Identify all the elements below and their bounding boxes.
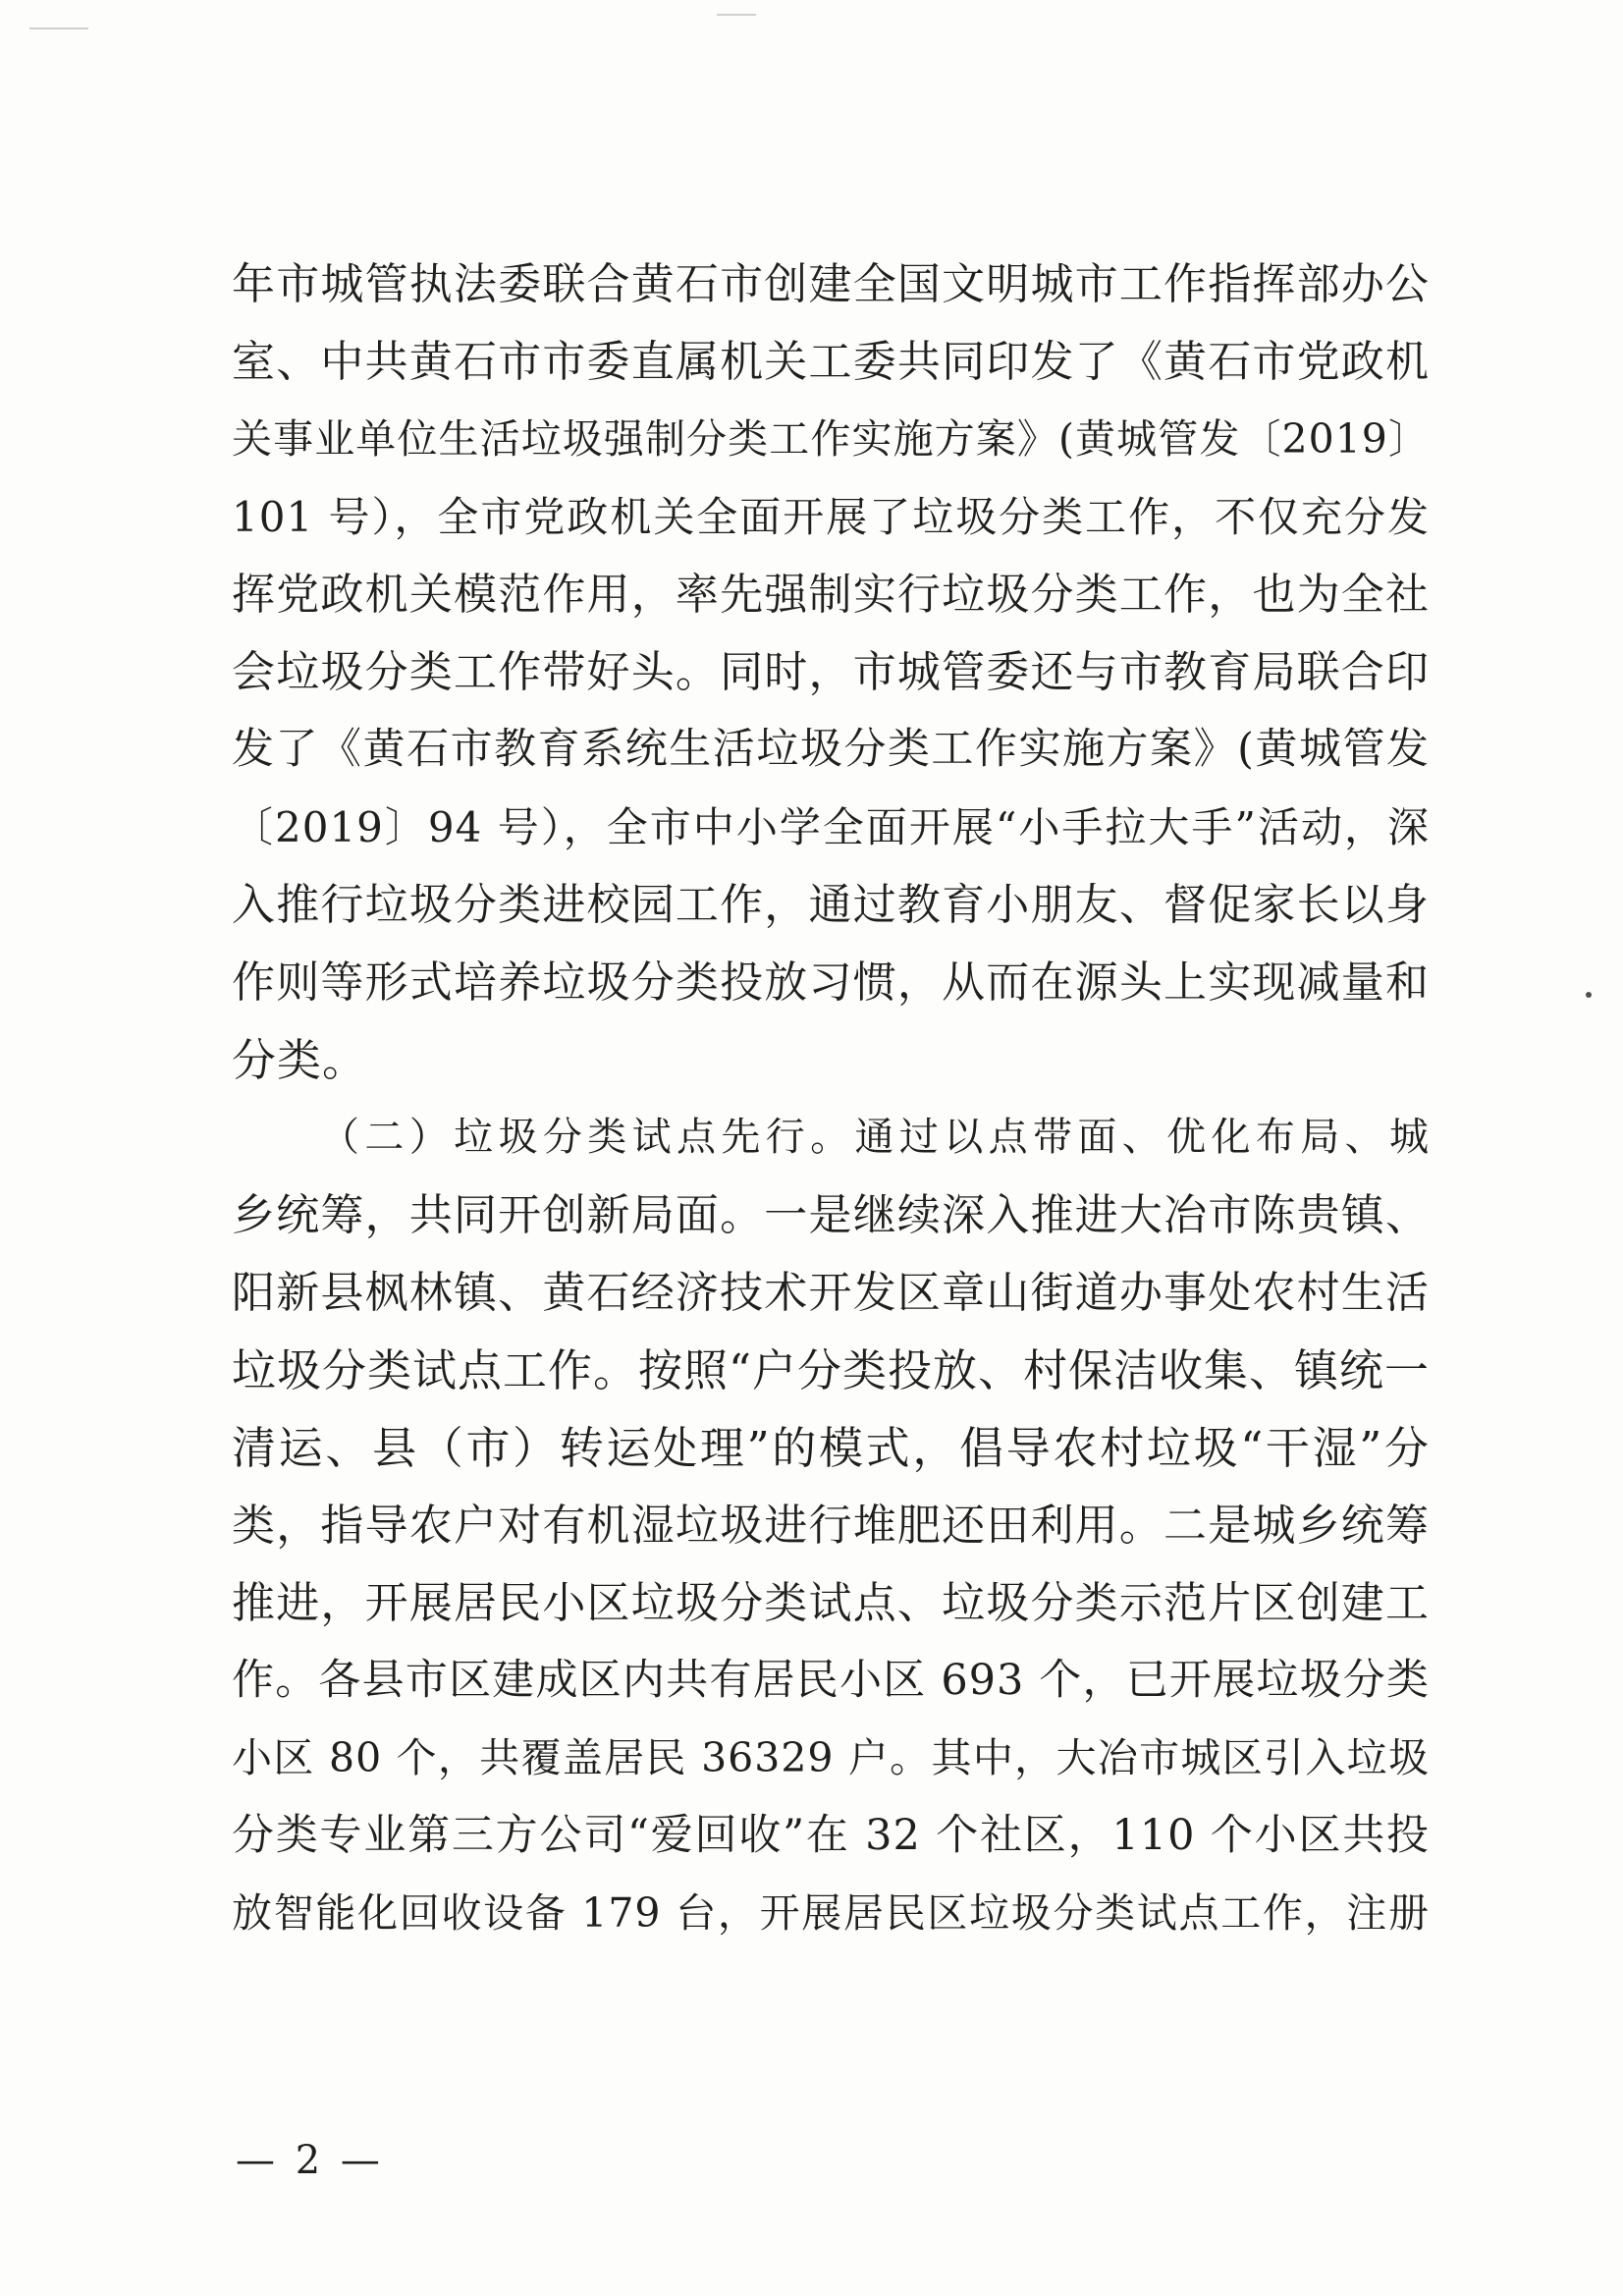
text-line: 〔2019〕94 号），全市中小学全面开展“小手拉大手”活动，深 [232, 803, 1430, 851]
scan-artifact [29, 27, 88, 29]
text-line: 分类专业第三方公司“爱回收”在 32 个社区，110 个小区共投 [232, 1811, 1430, 1860]
text-line: 清运、县（市）转运处理”的模式，倡导农村垃圾“干湿”分 [232, 1422, 1430, 1474]
text-line: 室、中共黄石市市委直属机关工委共同印发了《黄石市党政机 [232, 337, 1430, 387]
text-line: 101 号），全市党政机关全面开展了垃圾分类工作，不仅充分发 [232, 493, 1430, 541]
text-line: 作。各县市区建成区内共有居民小区 693 个，已开展垃圾分类 [232, 1656, 1430, 1705]
body-text [232, 246, 1430, 1952]
text-line: 乡统筹，共同开创新局面。一是继续深入推进大冶市陈贵镇、 [232, 1190, 1430, 1240]
text-line: 作则等形式培养垃圾分类投放习惯，从而在源头上实现减量和 [232, 957, 1430, 1008]
text-line: 小区 80 个，共覆盖居民 36329 户。其中，大冶市城区引入垃圾 [232, 1734, 1430, 1781]
page-number: — 2 — [236, 2138, 384, 2183]
text-line: 挥党政机关模范作用，率先强制实行垃圾分类工作，也为全社 [232, 570, 1430, 620]
scan-artifact [717, 14, 756, 16]
text-line: 发了《黄石市教育系统生活垃圾分类工作实施方案》(黄城管发 [232, 725, 1430, 774]
text-line: 年市城管执法委联合黄石市创建全国文明城市工作指挥部办公 [232, 259, 1430, 309]
section-heading-line: （二）垃圾分类试点先行。通过以点带面、优化布局、城 [320, 1115, 1430, 1160]
text-line: 阳新县枫林镇、黄石经济技术开发区章山街道办事处农村生活 [232, 1268, 1430, 1318]
text-line: 关事业单位生活垃圾强制分类工作实施方案》(黄城管发〔2019〕 [232, 415, 1430, 463]
scan-artifact [1586, 992, 1592, 998]
text-line: 分类。 [232, 1034, 368, 1086]
text-line: 入推行垃圾分类进校园工作，通过教育小朋友、督促家长以身 [232, 880, 1430, 930]
text-line: 会垃圾分类工作带好头。同时，市城管委还与市教育局联合印 [232, 647, 1430, 697]
text-line: 类，指导农户对有机湿垃圾进行堆肥还田利用。二是城乡统筹 [232, 1501, 1430, 1551]
text-line: 推进，开展居民小区垃圾分类试点、垃圾分类示范片区创建工 [232, 1578, 1430, 1628]
text-line: 放智能化回收设备 179 台，开展居民区垃圾分类试点工作，注册 [232, 1889, 1430, 1937]
text-line: 垃圾分类试点工作。按照“户分类投放、村保洁收集、镇统一 [232, 1344, 1431, 1396]
